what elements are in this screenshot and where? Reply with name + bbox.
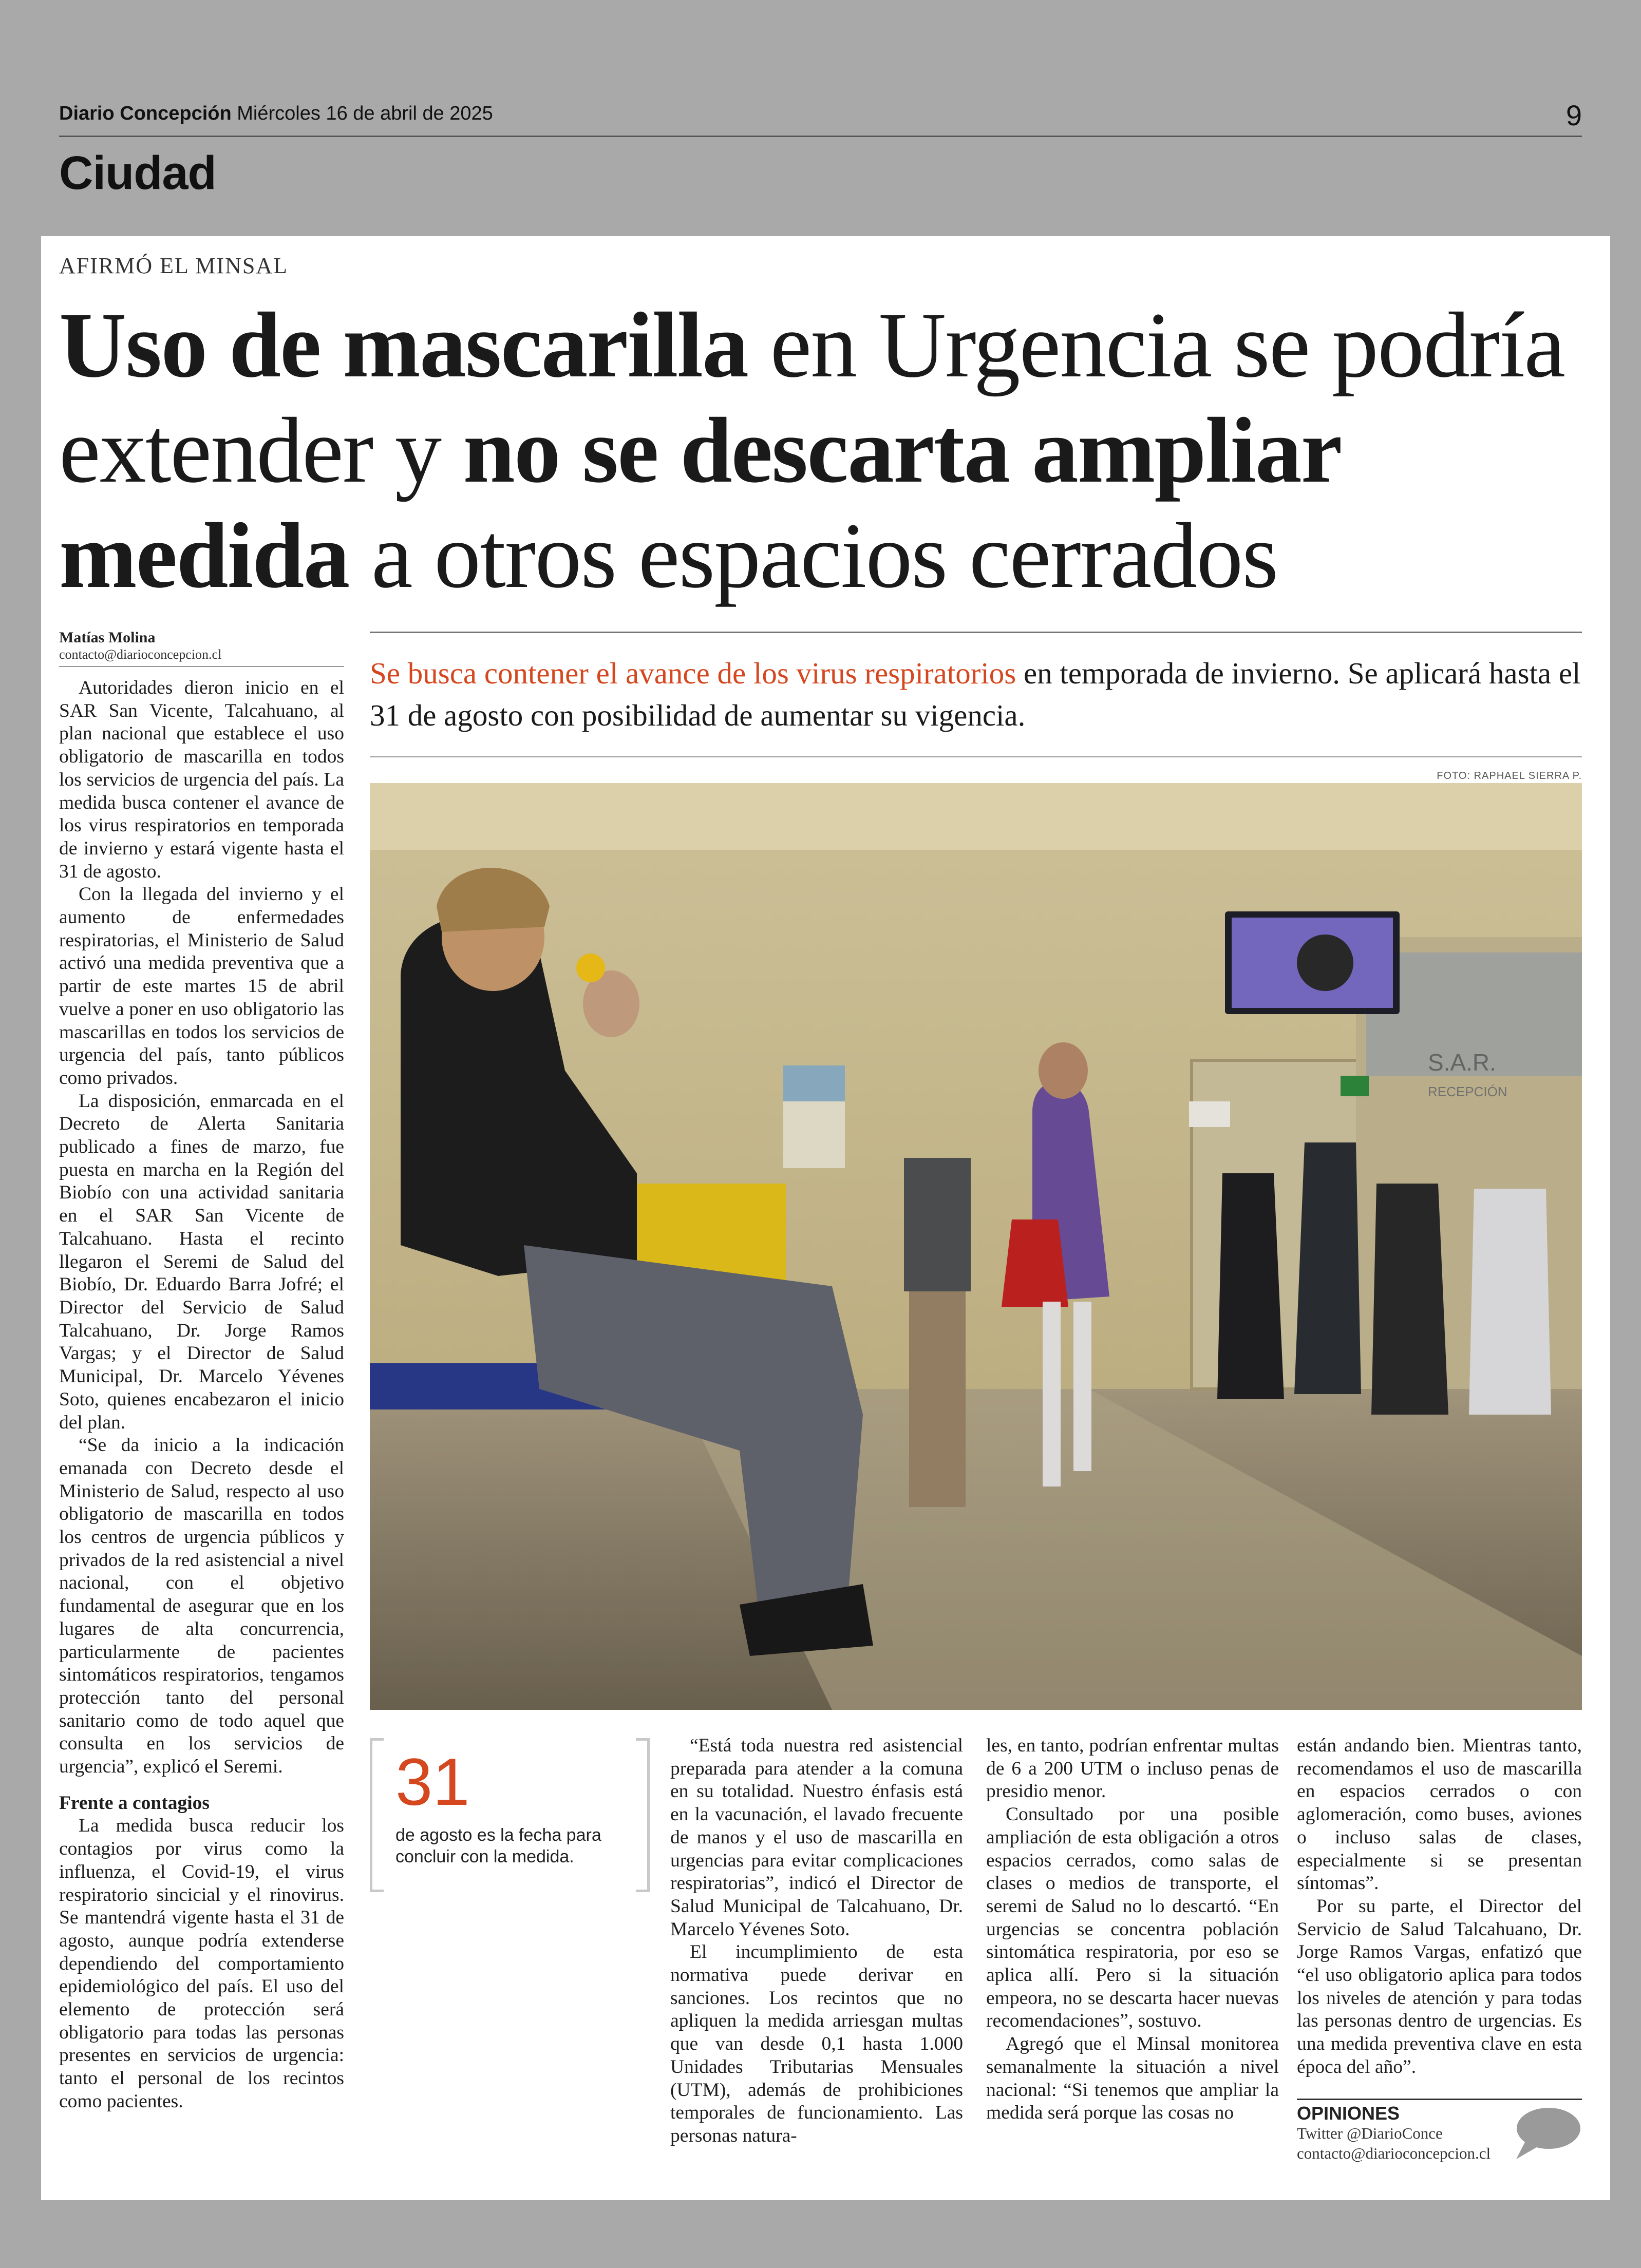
deck-rule-top (370, 632, 1582, 633)
kicker: AFIRMÓ EL MINSAL (59, 253, 288, 278)
headline-bold-2: no se descarta ampliar (463, 399, 1342, 502)
speech-bubble-icon (1510, 2105, 1582, 2162)
paper-name: Diario Concepción (59, 103, 232, 124)
paragraph: La medida busca reducir los contagios por virus como la influenza, el Covid-19, el virus respiratorio sincicial y el rinovirus. Se mantendrá vigente hasta el 31 de agosto, aunque podría extenderse dependiendo del comportamiento epidemiológico del país. El uso del elemento de protección será obligatorio para todas las personas presentes en servicios de urgencia: tanto el personal de los recintos como pacientes. (59, 1815, 344, 2112)
paragraph: Con la llegada del invierno y el aumento de enfermedades respiratorias, el Ministerio de Salud activó una medida preventiva que a partir de este martes 15 de abril vuelve a poner en uso obligatorio las mascarillas en todos los servicios de urgencia del país, tanto públicos como privados. (59, 884, 344, 1089)
headline-text-2: extender y (59, 399, 463, 502)
sar-sign: S.A.R. (1428, 1049, 1496, 1076)
fact-bracket-right (636, 1738, 650, 1892)
body-column-1 (59, 677, 344, 2113)
deck (370, 652, 1587, 736)
byline-author: Matías Molina (59, 629, 156, 646)
fact-number: 31 (395, 1744, 470, 1819)
fact-text: de agosto es la fecha para concluir con la medida. (395, 1825, 601, 1866)
opiniones-title: OPINIONES (1297, 2103, 1400, 2124)
paragraph: La disposición, enmarcada en el Decreto de Alerta Sanitaria publicado a fines de marzo, fue puesta en marcha en la Región del Biobío con una actividad sanitaria en el SAR San Vicente de Talcahuano. Hasta el recinto llegaron el Seremi de Salud del Biobío, Dr. Eduardo Barra Jofré; el Director del Servicio de Salud Talcahuano, Dr. Jorge Ramos Vargas; y el Director de Salud Municipal, Dr. Marcelo Yévenes Soto, quienes encabezaron el inicio del plan. (59, 1090, 344, 1433)
headline-bold-3: medida (59, 504, 349, 607)
body-column-4 (1297, 1735, 1582, 2079)
paragraph: Consultado por una posible ampliación de esta obligación a otros espacios cerrados, como salas de clases o medios de transporte, el seremi de Salud no lo descartó. “En urgencias se concentra población sintomática respiratoria, por eso se aplica allí. Pero si la situación empeora, no se descarta hacer nuevas recomendaciones”, sostuvo. (986, 1804, 1279, 2032)
body-column-2 (670, 1735, 963, 2148)
paragraph: “Se da inicio a la indicación emanada con Decreto desde el Ministerio de Salud, respecto al uso obligatorio de mascarilla en todos los centros de urgencia públicos y privados de la red asistencial a nivel nacional, con el objetivo fundamental de asegurar que en los lugares de alta concurrencia, particularmente de pacientes sintomáticos respiratorios, tengamos protección tanto del personal sanitario como de todo aquel que consulta en los servicios de urgencia”, explicó el Seremi. (59, 1435, 344, 1778)
headline-text-1: en Urgencia se podría (747, 294, 1564, 397)
sar-sign-sub: RECEPCIÓN (1428, 1084, 1507, 1099)
deck-highlight: Se busca contener el avance de los virus respiratorios (370, 656, 1016, 690)
fact-bracket-left (370, 1738, 384, 1892)
article-photo (370, 783, 1582, 1710)
photo-illustration (370, 783, 1582, 1710)
paragraph: Agregó que el Minsal monitorea semanalmente la situación a nivel nacional: “Si tenemos que ampliar la medida será porque las cosas no (986, 2033, 1279, 2124)
paragraph: les, en tanto, podrían enfrentar multas de 6 a 200 UTM o incluso penas de presidio menor. (986, 1735, 1279, 1802)
opiniones-twitter[interactable]: Twitter @DiarioConce (1297, 2124, 1443, 2142)
byline-email[interactable]: contacto@diarioconcepcion.cl (59, 647, 222, 662)
page-number: 9 (1565, 99, 1582, 131)
headline-bold-1: Uso de mascarilla (59, 294, 748, 397)
paragraph: Autoridades dieron inicio en el SAR San Vicente, Talcahuano, al plan nacional que establece el uso obligatorio de mascarilla en todos los servicios de urgencia del país. La medida busca contener el avance de los virus respiratorios en temporada de invierno y estará vigente hasta el 31 de agosto. (59, 677, 344, 882)
issue-date: Miércoles 16 de abril de 2025 (237, 103, 493, 124)
headline (59, 293, 1600, 608)
headline-text-3: a otros espacios cerrados (349, 504, 1278, 607)
deck-text: en temporada de invierno. Se aplicará hasta el 31 de agosto con posibilidad de aumentar su vigencia. (370, 656, 1581, 732)
paragraph: El incumplimiento de esta normativa puede derivar en sanciones. Los recintos que no apliquen la medida arriesgan multas que van desde 0,1 hasta 1.000 Unidades Tributarias Mensuales (UTM), además de prohibiciones temporales de funcionamiento. Las personas natura- (670, 1941, 963, 2146)
deck-rule-bottom (370, 756, 1582, 757)
opiniones-email[interactable]: contacto@diarioconcepcion.cl (1297, 2144, 1491, 2162)
paragraph: “Está toda nuestra red asistencial preparada para atender a la comuna en su totalidad. Nuestro énfasis está en la vacunación, el lavado frecuente de manos y el uso de mascarilla en urgencias para evitar complicaciones respiratorias”, indicó el Director de Salud Municipal de Talcahuano, Dr. Marcelo Yévenes Soto. (670, 1735, 963, 1940)
body-column-3 (986, 1735, 1279, 2125)
byline-rule (59, 666, 344, 667)
masthead-rule (59, 136, 1582, 137)
masthead (59, 103, 493, 125)
paragraph: Por su parte, el Director del Servicio de Salud Talcahuano, Dr. Jorge Ramos Vargas, enfatizó que “el uso obligatorio aplica para todos los niveles de atención y para todas las personas dentro de urgencias. Es una medida preventiva clave en esta época del año”. (1297, 1895, 1582, 2078)
opiniones-rule (1297, 2099, 1582, 2100)
paragraph: están andando bien. Mientras tanto, recomendamos el uso de mascarilla en espacios cerrados o con aglomeración, como buses, aviones o incluso salas de clases, especialmente si se presentan síntomas”. (1297, 1735, 1582, 1894)
photo-credit: FOTO: RAPHAEL SIERRA P. (1437, 770, 1582, 782)
section-title: Ciudad (59, 147, 216, 199)
subheading: Frente a contagios (59, 1792, 210, 1814)
fact-box (370, 1738, 650, 1887)
